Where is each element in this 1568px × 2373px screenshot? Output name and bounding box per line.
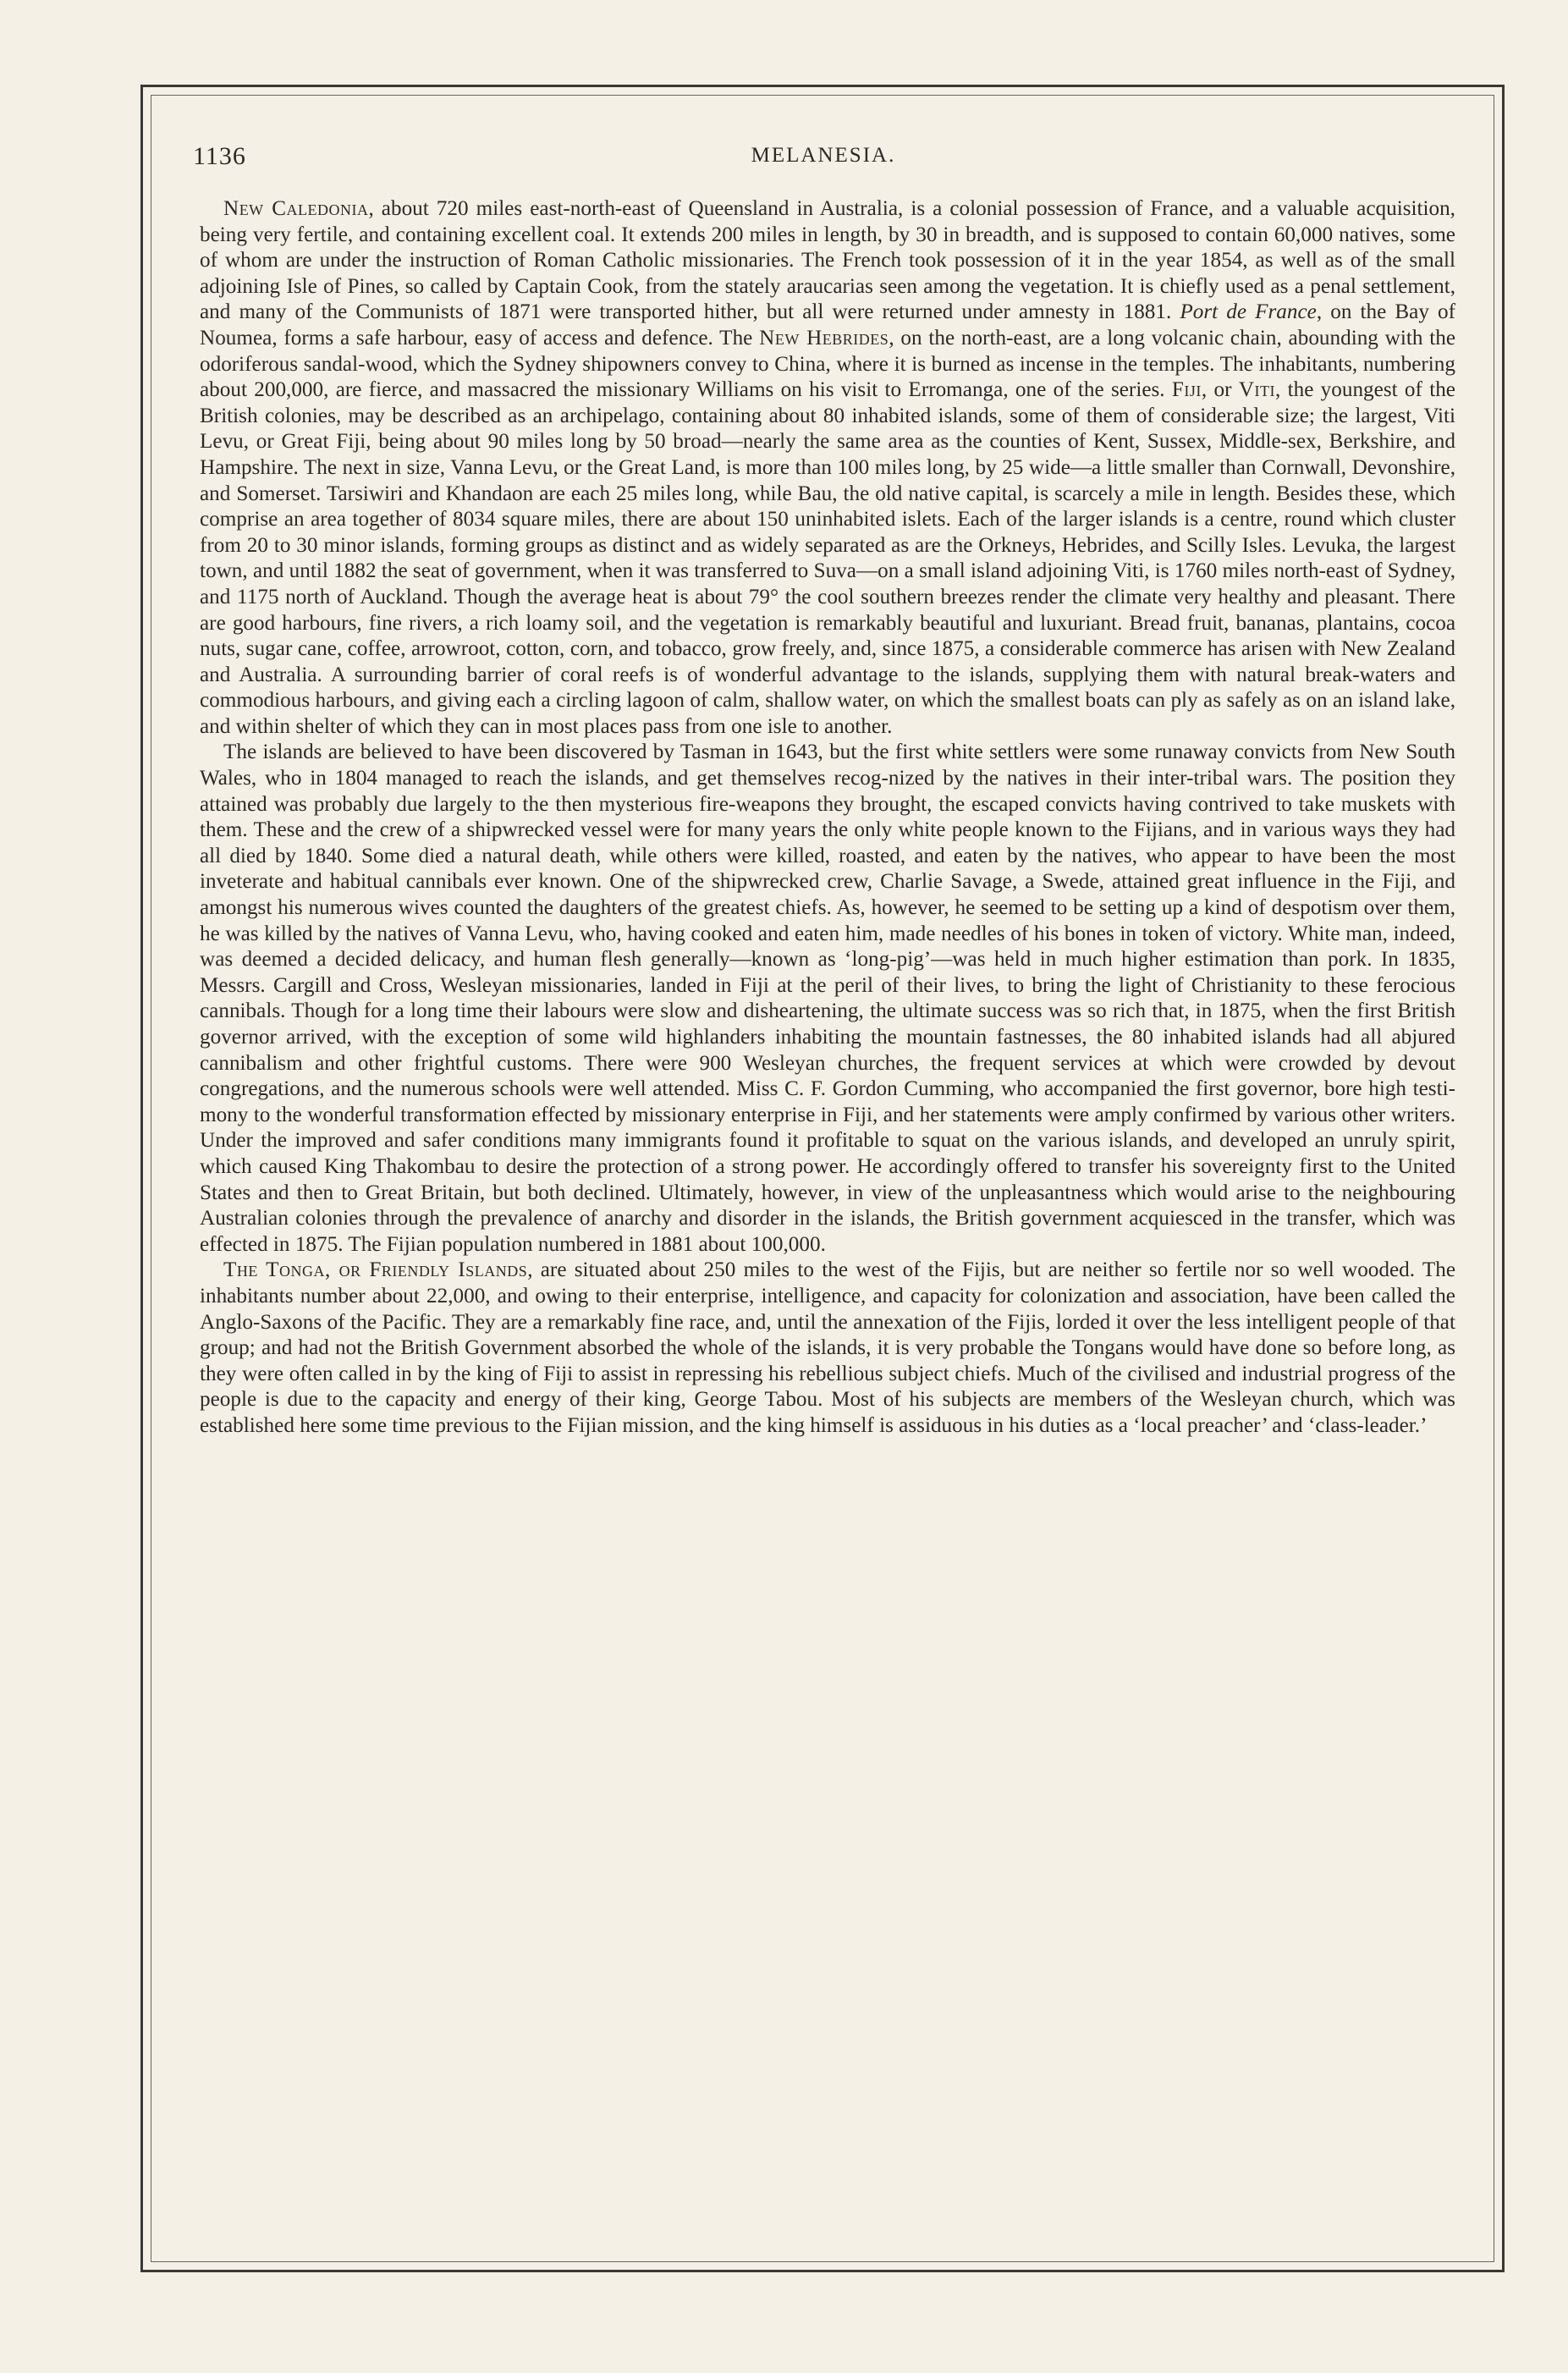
term-new-hebrides: New Hebrides [759, 326, 889, 350]
page-number: 1136 [193, 142, 246, 170]
body-text [200, 196, 1455, 1440]
text-run: , are situated about 250 miles to the west of the Fijis, but are neither so fertile nor so well wooded. The inhabitants number about 22,000, and owing to their enterprise, intelligence, and capacity for colonization and association, have been called the Anglo-Saxons of the Pacific. They are a remarkably fine race, and, until the annexation of the Fijis, lorded it over the less intelligent people of that group; and had not the British Government absorbed the whole of the islands, it is very probable the Tongans would have done so before long, as they were often called in by the king of Fiji to assist in repressing his rebellious subject chiefs. Much of the civilised and industrial progress of the people is due to the capacity and energy of their king, George Tabou. Most of his subjects are members of the Wesleyan church, which was established here some time previous to the Fijian mission, and the king himself is assiduous in his duties as a ‘local preacher’ and ‘class-leader.’ [200, 1258, 1455, 1437]
text-run: , the youngest of the British colonies, may be described as an archipelago, containing about 80 inhabited islands, some of them of considerable size; the largest, Viti Levu, or Great Fiji, being about 90 miles long by 50 broad—nearly the same area as the counties of Kent, Sussex, Middle-sex, Berkshire, and Hampshire. The next in size, Vanna Levu, or the Great Land, is more than 100 miles long, by 25 wide—a little smaller than Cornwall, Devonshire, and Somerset. Tarsiwiri and Khandaon are each 25 miles long, while Bau, the old native capital, is scarcely a mile in length. Besides these, which comprise an area together of 8034 square miles, there are about 150 uninhabited islets. Each of the larger islands is a centre, round which cluster from 20 to 30 minor islands, forming groups as distinct and as widely separated as are the Orkneys, Hebrides, and Scilly Isles. Levuka, the largest town, and until 1882 the seat of government, when it was transferred to Suva—on a small island adjoining Viti, is 1760 miles north-east of Sydney, and 1175 north of Auckland. Though the average heat is about 79° the cool southern breezes render the climate very healthy and pleasant. There are good harbours, fine rivers, a rich loamy soil, and the vegetation is remarkably beautiful and luxuriant. Bread fruit, bananas, plantains, cocoa nuts, sugar cane, coffee, arrowroot, cotton, corn, and tobacco, grow freely, and, since 1875, a considerable commerce has arisen with New Zealand and Australia. A surrounding barrier of coral reefs is of wonderful advantage to the islands, supplying them with natural break-waters and commodious harbours, and giving each a circling lagoon of calm, shallow water, on which the smallest boats can ply as safely as on an island lake, and within shelter of which they can in most places pass from one isle to another. [200, 378, 1455, 738]
place-port-de-france: Port de France [1180, 300, 1317, 324]
text-run: , about 720 miles east-north-east of Queensland in Australia, is a colonial possession of France, and a valuable acquisition, being very fertile, and containing excellent coal. It extends 200 miles in length, by 30 in breadth, and is supposed to contain 60,000 natives, some of whom are under the instruction of Roman Catholic missionaries. The French took possession of it in the year 1854, as well as of the small adjoining Isle of Pines, so called by Captain Cook, from the stately araucarias seen among the vegetation. It is chiefly used as a penal settlement, and many of the Communists of 1871 were transported hither, but all were returned under amnesty in 1881. [200, 197, 1455, 324]
paragraph-new-caledonia [200, 196, 1455, 740]
term-viti: Viti [1238, 378, 1275, 402]
page-header [193, 142, 1454, 176]
paragraph-fiji-history [200, 740, 1455, 1258]
text-run: , or [1201, 378, 1239, 402]
term-new-caledonia: New Caledonia [223, 197, 369, 220]
term-tonga-islands: The Tonga, or Friendly Islands [223, 1258, 528, 1282]
running-head: MELANESIA. [751, 144, 896, 167]
text-run: , on the north-east, are a long volcanic chain, abounding with the odoriferous sandal-wood, which the Sydney shipowners convey to China, where it is burned as incense in the temples. The inhabitants, numbering about 200,000, are fierce, and massacred the missionary Williams on his visit to Erromanga, one of the series. [200, 326, 1456, 402]
text-run: , on the Bay of Noumea, forms a safe harbour, easy of access and defence. The [200, 300, 1455, 350]
paragraph-tonga [200, 1258, 1455, 1439]
text-run: The islands are believed to have been discovered by Tasman in 1643, but the first white settlers were some runaway convicts from New South Wales, who in 1804 managed to reach the islands, and get themselves recog-nized by the natives in their inter-tribal wars. The position they attained was probably due largely to the then mysterious fire-weapons they brought, the escaped convicts having contrived to take muskets with them. These and the crew of a shipwrecked vessel were for many years the only white people known to the Fijians, and in various ways they had all died by 1840. Some died a natural death, while others were killed, roasted, and eaten by the natives, who appear to have been the most inveterate and habitual cannibals ever known. One of the shipwrecked crew, Charlie Savage, a Swede, attained great influence in the Fiji, and amongst his numerous wives counted the daughters of the greatest chiefs. As, however, he seemed to be setting up a kind of despotism over them, he was killed by the natives of Vanna Levu, who, having cooked and eaten him, made needles of his bones in token of victory. White man, indeed, was deemed a decided delicacy, and human flesh generally—known as ‘long-pig’—was held in much higher estimation than pork. In 1835, Messrs. Cargill and Cross, Wesleyan missionaries, landed in Fiji at the peril of their lives, to bring the light of Christianity to these ferocious cannibals. Though for a long time their labours were slow and disheartening, the ultimate success was so rich that, in 1875, when the first British governor arrived, with the exception of some wild highlanders inhabiting the mountain fastnesses, the 80 inhabited islands had all abjured cannibalism and other frightful customs. There were 900 Wesleyan churches, the frequent services at which were crowded by devout congregations, and the numerous schools were well attended. Miss C. F. Gordon Cumming, who accompanied the first governor, bore high testi-mony to the wonderful transformation effected by missionary enterprise in Fiji, and her statements were amply confirmed by various other writers. Under the improved and safer conditions many immigrants found it profitable to squat on the various islands, and developed an unruly spirit, which caused King Thakombau to desire the protection of a strong power. He accordingly offered to transfer his sovereignty first to the United States and then to Great Britain, but both declined. Ultimately, however, in view of the unpleasantness which would arise to the neighbouring Australian colonies through the prevalence of anarchy and disorder in the islands, the British government acquiesced in the transfer, which was effected in 1875. The Fijian population numbered in 1881 about 100,000. [200, 741, 1455, 1256]
term-fiji: Fiji [1171, 378, 1202, 402]
